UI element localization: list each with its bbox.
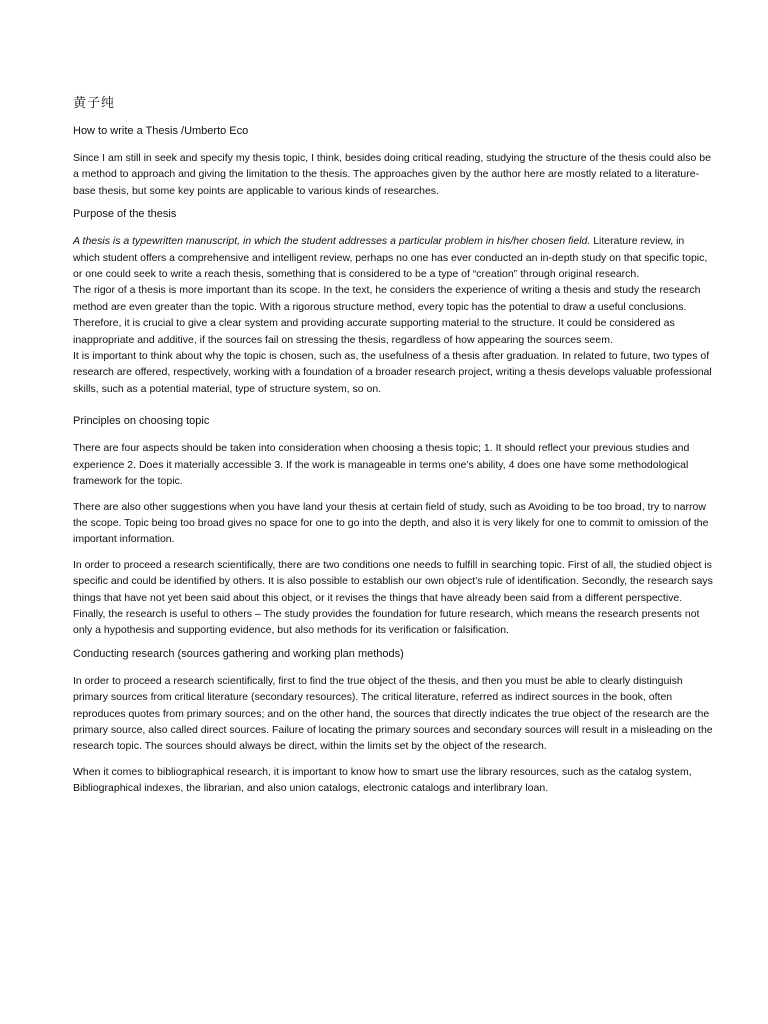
choosing-paragraph-2: There are also other suggestions when you have land your thesis at certain field of study, such as Avoiding to be too broad, try to narrow the scope. Topic being too broad gives no space for one to go into the depth, and also it is very likely for one to commit to omission of the important information.	[73, 500, 709, 546]
author-name: 黄子纯	[73, 95, 116, 110]
title-text: How to write a Thesis	[73, 125, 178, 137]
section-spacer	[73, 397, 714, 415]
title-author: /Umberto Eco	[181, 125, 249, 137]
purpose-paragraph-1	[73, 233, 714, 282]
purpose-paragraph-3: It is important to think about why the topic is chosen, such as, the usefulness of a thesis after graduation. In related to future, two types of research are offered, respectively, working with a foundation of a broader research project, writing a thesis develops valuable professional skills, such as a potential material, type of structure system, so on.	[73, 350, 712, 395]
section-heading-conducting-research: Conducting research (sources gathering and working plan methods)	[73, 647, 404, 660]
research-paragraph-2: When it comes to bibliographical research, it is important to know how to smart use the library resources, such as the catalog system, Bibliographical indexes, the librarian, and also union catalogs, electronic catalogs and interlibrary loan.	[73, 765, 692, 795]
purpose-paragraph-1-text: Literature review, in which student offers a comprehensive and intelligent review, perhaps no one has ever conducted an in-depth study on that specific topic, or one could seek to write a reach thesis, something that is considered to be a type of “creation” through original research.	[73, 235, 708, 281]
document-title	[73, 125, 714, 137]
choosing-paragraph-3: In order to proceed a research scientifically, there are two conditions one needs to fulfill in searching topic. First of all, the studied object is specific and could be identified by others. It is also possible to establish our own object’s rule of identification. Secondly, the research says things that have not yet been said about this object, or it revises the things that have already been said from a different perspective. Finally, the research is useful to others – The study provides the foundation for future research, which means the research presents not only a hypothesis and supporting evidence, but also methods for its verification or falsification.	[73, 558, 713, 637]
thesis-definition: A thesis is a typewritten manuscript, in which the student addresses a particular problem in his/her chosen field.	[73, 235, 591, 248]
purpose-paragraph-2: The rigor of a thesis is more important than its scope. In the text, he considers the experience of writing a thesis and study the research method are even greater than the topic. With a rigorous structure method, every topic has the potential to draw a useful conclusions. Therefore, it is crucial to give a clear system and providing accurate supporting material to the structure. It could be considered as inappropriate and additive, if the sources fail on stressing the thesis, regardless of how appearing the sources seem.	[73, 284, 701, 346]
choosing-paragraph-1: There are four aspects should be taken into consideration when choosing a thesis topic; 1. It should reflect your previous studies and experience 2. Does it materially accessible 3. If the work is manageable in terms one’s ability, 4 does one have some methodological framework for the topic.	[73, 442, 690, 488]
research-paragraph-1: In order to proceed a research scientifically, first to find the true object of the thesis, and then you must be able to clearly distinguish primary sources from critical literature (secondary resources). The critical literature, referred as indirect sources in the book, often reproduces quotes from primary sources; and on the other hand, the sources that directly indicates the true object of the research are the primary source, also called direct sources. Failure of locating the primary sources and secondary sources will result in a misleading on the research topic. The sources should always be direct, within the limits set by the object of the research.	[73, 674, 713, 753]
section-heading-choosing-topic: Principles on choosing topic	[73, 415, 210, 428]
intro-paragraph: Since I am still in seek and specify my thesis topic, I think, besides doing critical reading, studying the structure of the thesis could also be a method to approach and giving the limitation to the thesis. The approaches given by the author here are mostly related to a literature-base thesis, but some key points are applicable to various kinds of researches.	[73, 152, 711, 197]
section-heading-purpose: Purpose of the thesis	[73, 208, 177, 221]
